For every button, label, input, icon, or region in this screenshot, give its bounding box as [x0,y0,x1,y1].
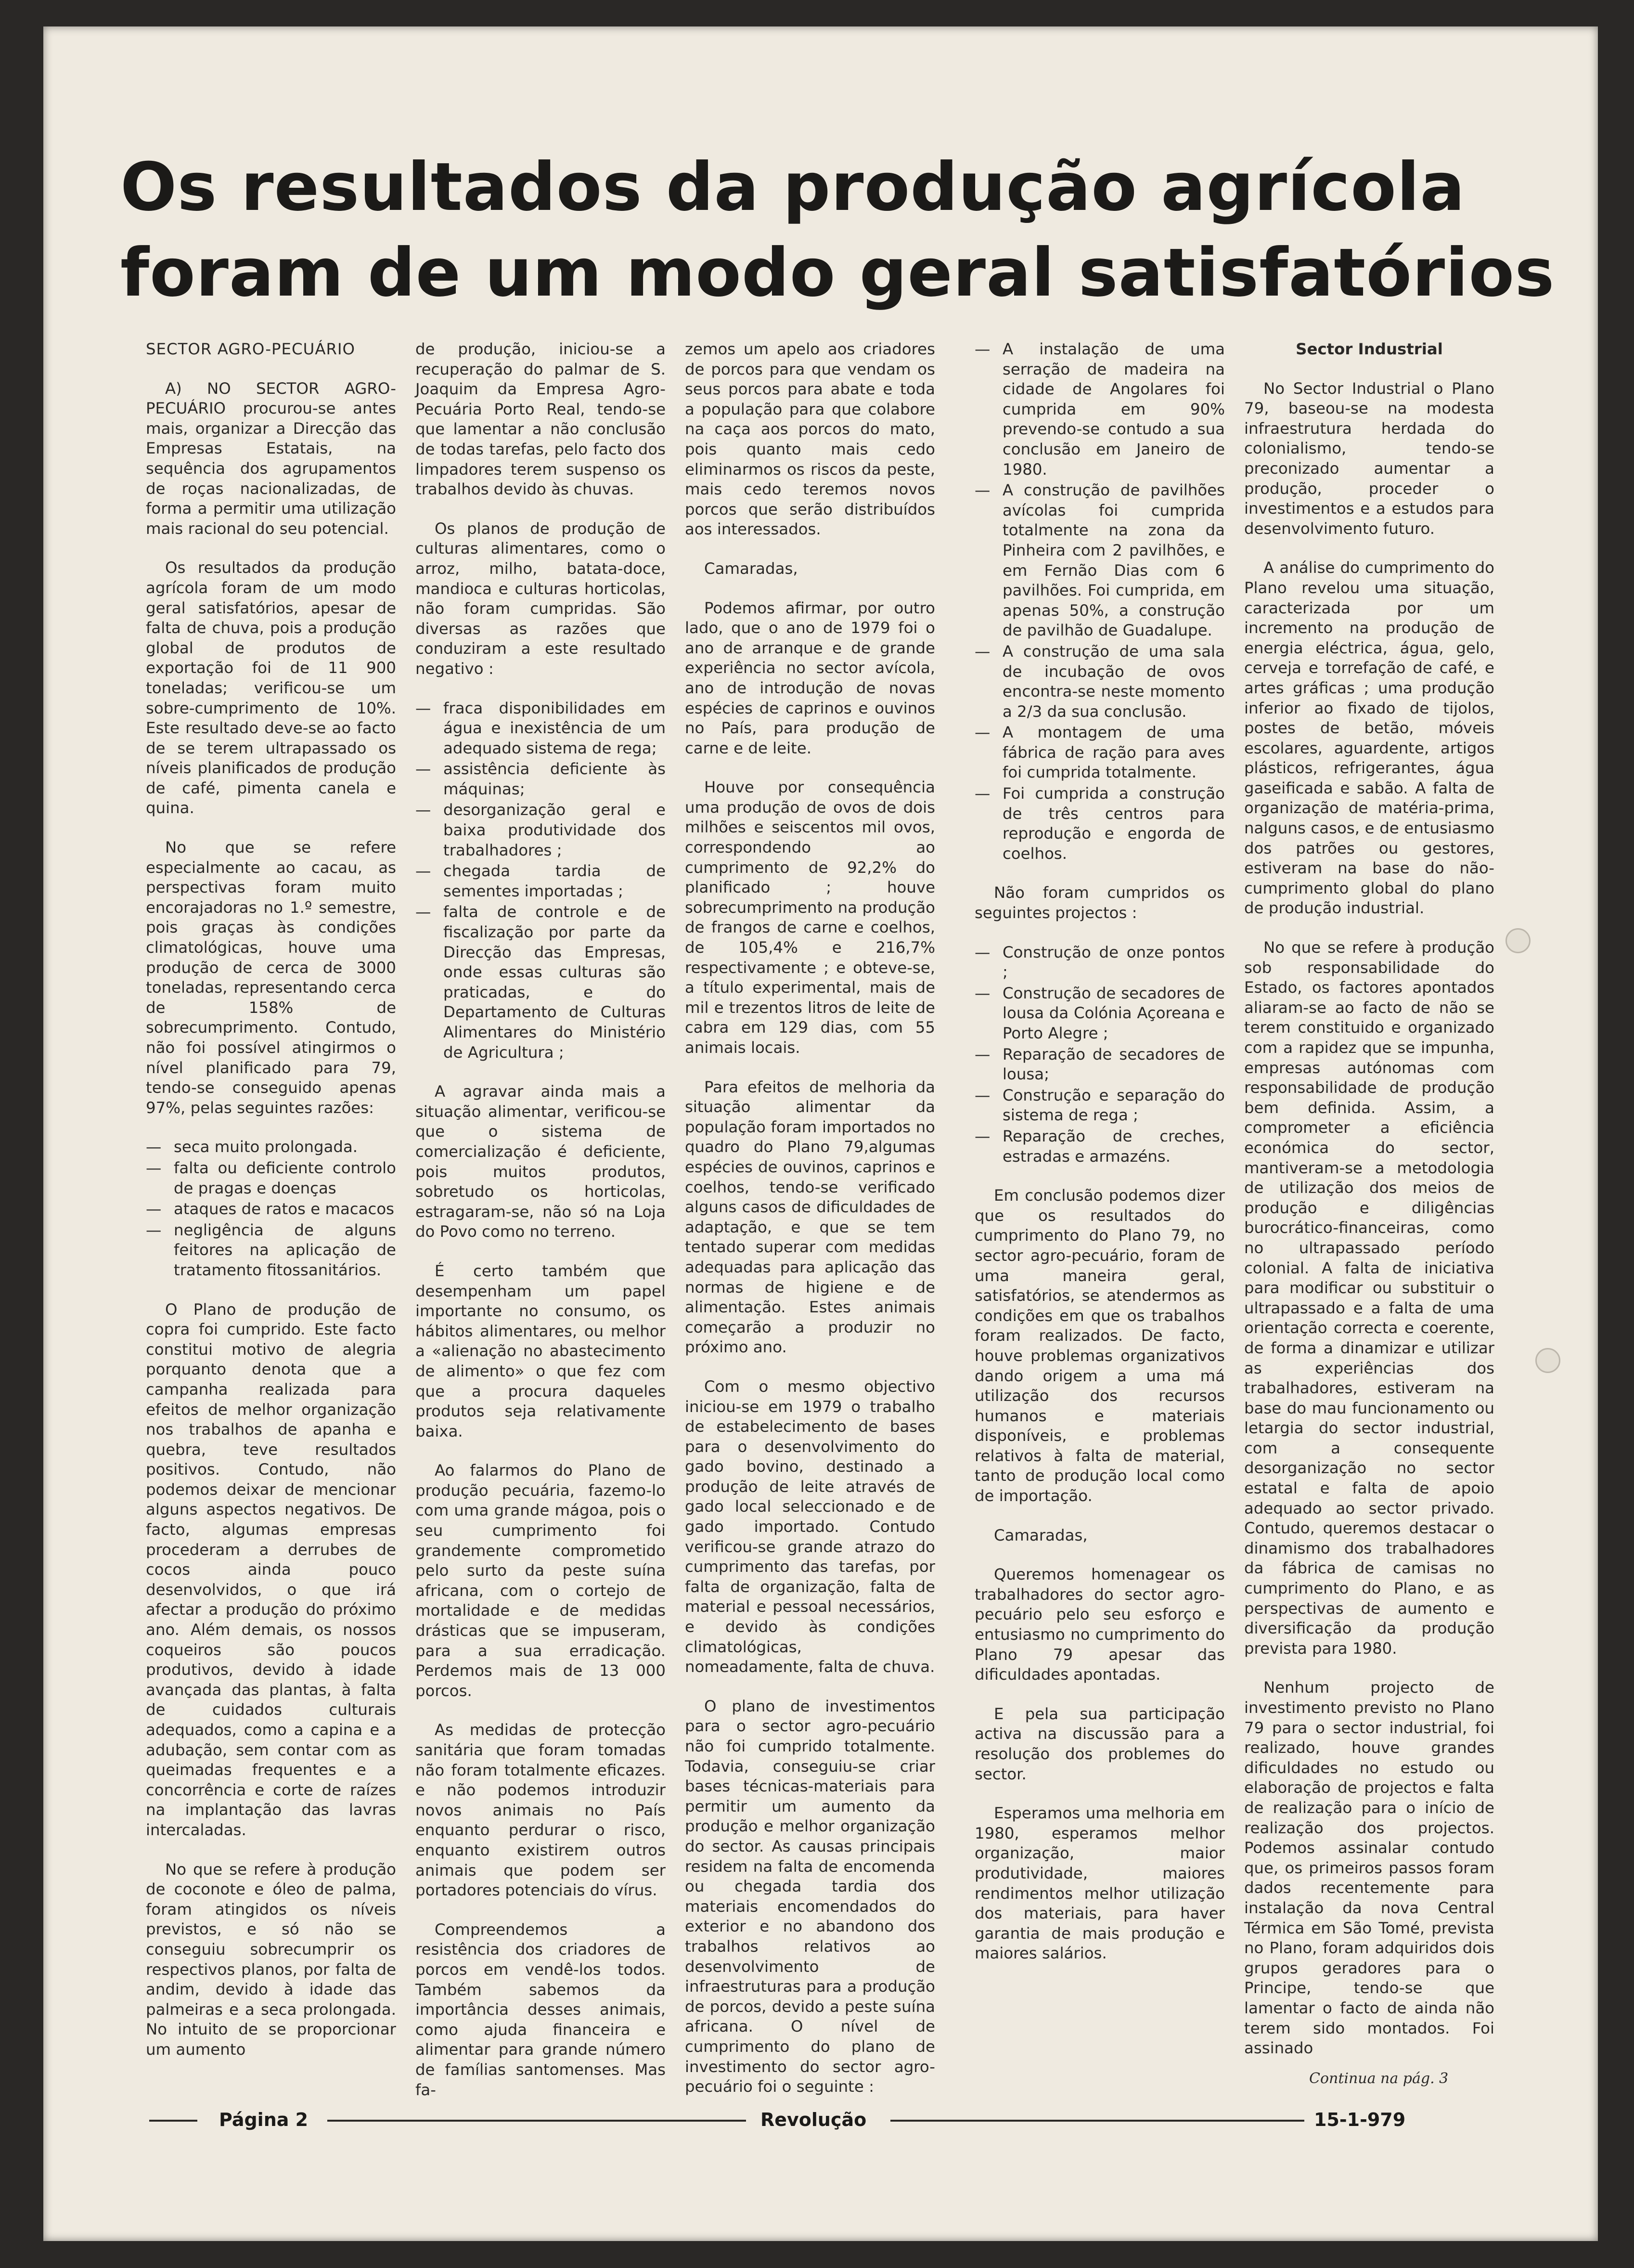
paragraph: Para efeitos de melhoria da situação alimentar da população foram importados no quadro do Plano 79,algumas espécies de ouvinos, caprinos e coelhos, tendo-se verificado alguns casos de dificuldades de adaptação, e que se tem tentado superar com medidas adequadas para aplicação das normas de higiene e de alimentação. Estes animais começarão a produzir no próximo ano. [685,1077,935,1357]
list-item: — Reparação de secadores de lousa; [975,1045,1225,1085]
paragraph: Ao falarmos do Plano de produção pecuária, fazemo-lo com uma grande mágoa, pois o seu cumprimento foi grandemente comprometido pelo surto da peste suína africana, com o cortejo de mortalidade e de medidas drásticas que se impuseram, para a sua erradicação. Perdemos mais de 13 000 porcos. [415,1461,666,1700]
paragraph: Os planos de produção de culturas alimentares, como o arroz, milho, batata-doce, mandioca e culturas horticolas, não foram cumpridas. São diversas as razões que conduziram a este resultado negativo : [415,519,666,678]
paragraph: Camaradas, [704,559,798,578]
footer-rule [327,2120,746,2122]
column-1 [146,339,396,2082]
column-3 [685,339,935,2096]
column-5 [1244,339,1494,2082]
list-item: — A instalação de uma serração de madeira na cidade de Angolares foi cumprida em 90% prevendo-se contudo a sua conclusão em Janeiro de 1980. [975,339,1225,480]
unfulfilled-projects-list [975,943,1225,1167]
list-item: — Construção de onze pontos ; [975,943,1225,983]
publication-name: Revolução [760,2109,867,2130]
paragraph: No que se refere especialmente ao cacau, as perspectivas foram muito encorajadoras no 1.º semestre, pois graças às condições climatológicas, houve uma produção de cerca de 3000 toneladas, representando cerca de 158% de sobrecumprimento. Contudo, não foi possível atingirmos o nível planificado para 79, tendo-se conseguido apenas 97%, pelas seguintes razões: [146,838,396,1117]
paragraph: A análise do cumprimento do Plano revelou uma situação, caracterizada por um incremento na produção de energia eléctrica, água, gelo, cerveja e torrefação de café, e artes gráficas ; uma produção inferior ao fixado de tijolos, postes de betão, móveis escolares, aguardente, artigos plásticos, refrigerantes, água gaseificada e sabão. A falta de organização de matéria-prima, nalguns casos, e de entusiasmo dos patrões ou gestores, estiveram na base do não-cumprimento global do plano de produção industrial. [1244,558,1494,918]
list-item: — falta de controle e de fiscalização por parte da Direcção das Empresas, onde essas culturas são praticadas, e do Departamento de Culturas Alimentares do Ministério de Agricultura ; [415,902,666,1063]
reasons-list [146,1137,396,1280]
paragraph: O plano de investimentos para o sector agro-pecuário não foi cumprido totalmente. Todavia, conseguiu-se criar bases técnicas-materiais para permitir um aumento da produção e melhor organização do sector. As causas principais residem na falta de encomenda ou chegada tardia dos materiais encomendados do exterior e no abandono dos trabalhos relativos ao desenvolvimento de infraestruturas para a produção de porcos, devido a peste suína africana. O nível de cumprimento do plano de investimento do sector agro-pecuário foi o seguinte : [685,1697,935,2096]
paragraph: Os resultados da produção agrícola foram de um modo geral satisfatórios, apesar de falta de chuva, pois a produção global de produtos de exportação foi de 11 900 toneladas; verificou-se um sobre-cumprimento de 10%. Este resultado deve-se ao facto de se terem ultrapassado os níveis planificados de produção de café, pimenta canela e quina. [146,558,396,817]
reasons-list [415,699,666,1063]
column-4 [975,339,1225,2082]
paragraph: Queremos homenagear os trabalhadores do sector agro-pecuário pelo seu esforço e entusiasmo no cumprimento do Plano 79 apesar das dificuldades apontadas. [975,1565,1225,1684]
paragraph: No que se refere à produção sob responsabilidade do Estado, os factores apontados aliaram-se ao facto de não se terem constituido e organizado com a rapidez que se impunha, empresas autónomas com responsabilidade de produção bem definida. Assim, a comprometer a eficiência económica do sector, mantiveram-se a metodologia de utilização dos meios de produção e diligências burocrático-financeiras, como no ultrapassado período colonial. A falta de iniciativa para modificar ou substituir o ultrapassado e a falta de uma orientação correcta e coerente, de forma a dinamizar e utilizar as experiências dos trabalhadores, estiveram na base do mau funcionamento ou letargia do sector industrial, com a consequente desorganização no sector estatal e falta de apoio adequado ao sector privado. Contudo, queremos destacar o dinamismo dos trabalhadores da fábrica de camisas no cumprimento do Plano, e as perspectivas de aumento e diversificação da produção prevista para 1980. [1244,938,1494,1658]
paragraph: Camaradas, [994,1526,1088,1544]
section-title-industrial: Sector Industrial [1296,340,1443,358]
paragraph: Esperamos uma melhoria em 1980, esperamos melhor organização, maior produtividade, maiores rendimentos melhor utilização dos materiais, para haver garantia de mais produção e maiores salários. [975,1804,1225,1963]
column-2 [415,339,666,2099]
paragraph: No Sector Industrial o Plano 79, baseou-se na modesta infraestrutura herdada do colonialismo, tendo-se preconizado aumentar a produção, proceder o investimentos e a estudos para desenvolvimento futuro. [1244,379,1494,538]
paragraph: A agravar ainda mais a situação alimentar, verificou-se que o sistema de comercialização é deficiente, pois muitos produtos, sobretudo os horticolas, estragaram-se, não só na Loja do Povo como no terreno. [415,1082,666,1241]
list-item: — seca muito prolongada. [146,1137,396,1157]
headline [120,144,1555,316]
paragraph: Com o mesmo objectivo iniciou-se em 1979 o trabalho de estabelecimento de bases para o desenvolvimento do gado bovino, destinado a produção de leite através de gado local seleccionado e de gado importado. Contudo verificou-se grande atrazo do cumprimento das tarefas, por falta de organização, falta de material e pessoal necessários, e devido às condições climatológicas, nomeadamente, falta de chuva. [685,1377,935,1676]
headline-line-1: Os resultados da produção agrícola [120,148,1466,226]
paragraph: Não foram cumpridos os seguintes projectos : [975,883,1225,922]
issue-date: 15-1-979 [1314,2109,1406,2130]
punch-hole-bottom [1535,1348,1560,1373]
list-item: — fraca disponibilidades em água e inexistência de um adequado sistema de rega; [415,699,666,759]
list-item: — falta ou deficiente controlo de pragas e doenças [146,1158,396,1198]
paragraph: Houve por consequência uma produção de ovos de dois milhões e seiscentos mil ovos, correspondendo ao cumprimento de 92,2% do planificado ; houve sobrecumprimento na produção de frangos de carne e coelhos, de 105,4% e 216,7% respectivamente ; e obteve-se, a título experimental, mais de mil e trezentos litros de leite de cabra em 129 dias, com 55 animais locais. [685,778,935,1057]
paragraph: A) NO SECTOR AGRO-PECUÁRIO procurou-se antes mais, organizar a Direcção das Empresas Estatais, na sequência dos agrupamentos de roças nacionalizadas, de forma a permitir uma utilização mais racional do seu potencial. [146,379,396,538]
list-item: — ataques de ratos e macacos [146,1199,396,1219]
continuation-note: Continua na pág. 3 [1309,2070,1449,2087]
headline-line-2: foram de um modo geral satisfatórios [120,234,1555,311]
paragraph: de produção, iniciou-se a recuperação do palmar de S. Joaquim da Empresa Agro-Pecuária Porto Real, tendo-se que lamentar a não conclusão de todas tarefas, pelo facto dos limpadores terem suspenso os trabalhos devido às chuvas. [415,340,666,499]
list-item: — Foi cumprida a construção de três centros para reprodução e engorda de coelhos. [975,784,1225,864]
list-item: — desorganização geral e baixa produtividade dos trabalhadores ; [415,800,666,860]
section-title-agro: SECTOR AGRO-PECUÁRIO [146,340,356,358]
investment-list [975,339,1225,864]
page-footer [149,2105,1449,2134]
list-item: — A montagem de uma fábrica de ração para aves foi cumprida totalmente. [975,723,1225,783]
list-item: — chegada tardia de sementes importadas ; [415,861,666,901]
list-item: — Construção de secadores de lousa da Colónia Açoreana e Porto Alegre ; [975,984,1225,1044]
list-item: — Construção e separação do sistema de rega ; [975,1086,1225,1126]
paragraph: Nenhum projecto de investimento previsto no Plano 79 para o sector industrial, foi realizado, houve grandes dificuldades no estudo ou elaboração de projectos e falta de realização para o início de realização dos projectos. Podemos assinalar contudo que, os primeiros passos foram dados recentemente para instalação da nova Central Térmica em São Tomé, prevista no Plano, foram adquiridos dois grupos geradores para o Principe, tendo-se que lamentar o facto de ainda não terem sido montados. Foi assinado [1244,1678,1494,2058]
list-item: — assistência deficiente às máquinas; [415,759,666,799]
footer-rule [149,2120,197,2122]
list-item: — A construção de uma sala de incubação de ovos encontra-se neste momento a 2/3 da sua conclusão. [975,642,1225,722]
paragraph: O Plano de produção de copra foi cumprido. Este facto constitui motivo de alegria porquanto denota que a campanha realizada para efeitos de melhor organização nos trabalhos de apanha e quebra, teve resultados positivos. Contudo, não podemos deixar de mencionar alguns aspectos negativos. De facto, algumas empresas procederam a derrubes de cocos ainda pouco desenvolvidos, o que irá afectar a produção do próximo ano. Além demais, os nossos coqueiros são poucos produtivos, devido à idade avançada das plantas, à falta de cuidados culturais adequados, como a capina e a adubação, sem contar com as queimadas frequentes e a concorrência e corte de raízes na implantação das lavras intercaladas. [146,1300,396,1839]
paragraph: As medidas de protecção sanitária que foram tomadas não foram totalmente eficazes. e não podemos introduzir novos animais no País enquanto perdurar o risco, enquanto existirem outros animais que podem ser portadores potenciais do vírus. [415,1721,666,1900]
list-item: — A construção de pavilhões avícolas foi cumprida totalmente na zona da Pinheira com 2 pavilhões, e em Fernão Dias com 6 pavilhões. Foi cumprida, em apenas 50%, a construção de pavilhão de Guadalupe. [975,480,1225,641]
page-number: Página 2 [219,2109,309,2130]
paragraph: No que se refere à produção de coconote e óleo de palma, foram atingidos os níveis previstos, e só não se conseguiu sobrecumprir os respectivos planos, por falta de andim, devido à idade das palmeiras e a seca prolongada. No intuito de se proporcionar um aumento [146,1860,396,2059]
paragraph: Compreendemos a resistência dos criadores de porcos em vendê-los todos. Também sabemos da importância desses animais, como ajuda financeira e alimentar para grande número de famílias santomenses. Mas fa- [415,1920,666,2099]
list-item: — negligência de alguns feitores na aplicação de tratamento fitossanitários. [146,1220,396,1281]
list-item: — Reparação de creches, estradas e armazéns. [975,1127,1225,1166]
paragraph: zemos um apelo aos criadores de porcos para que vendam os seus porcos para abate e toda a população para que colabore na caça aos porcos do mato, pois quanto mais cedo eliminarmos os riscos da peste, mais cedo teremos novos porcos que serão distribuídos aos interessados. [685,340,935,539]
punch-hole-top [1505,928,1531,953]
paragraph: É certo também que desempenham um papel importante no consumo, os hábitos alimentares, ou melhor a «alienação no abastecimento de alimento» o que fez com que a procura daqueles produtos seja relativamente baixa. [415,1261,666,1440]
paragraph: Podemos afirmar, por outro lado, que o ano de 1979 foi o ano de arranque e de grande experiência no sector avícola, ano de introdução de novas espécies de caprinos e ouvinos no País, para produção de carne e de leite. [685,598,935,757]
footer-rule [890,2120,1304,2122]
paragraph: E pela sua participação activa na discussão para a resolução dos problemes do sector. [975,1704,1225,1783]
paragraph: Em conclusão podemos dizer que os resultados do cumprimento do Plano 79, no sector agro-pecuário, foram de uma maneira geral, satisfatórios, se atendermos as condições em que os trabalhos foram realizados. De facto, houve problemas organizativos dando origem a uma má utilização dos recursos humanos e materiais disponíveis, e problemas relativos à falta de material, tanto de produção local como de importação. [975,1186,1225,1505]
